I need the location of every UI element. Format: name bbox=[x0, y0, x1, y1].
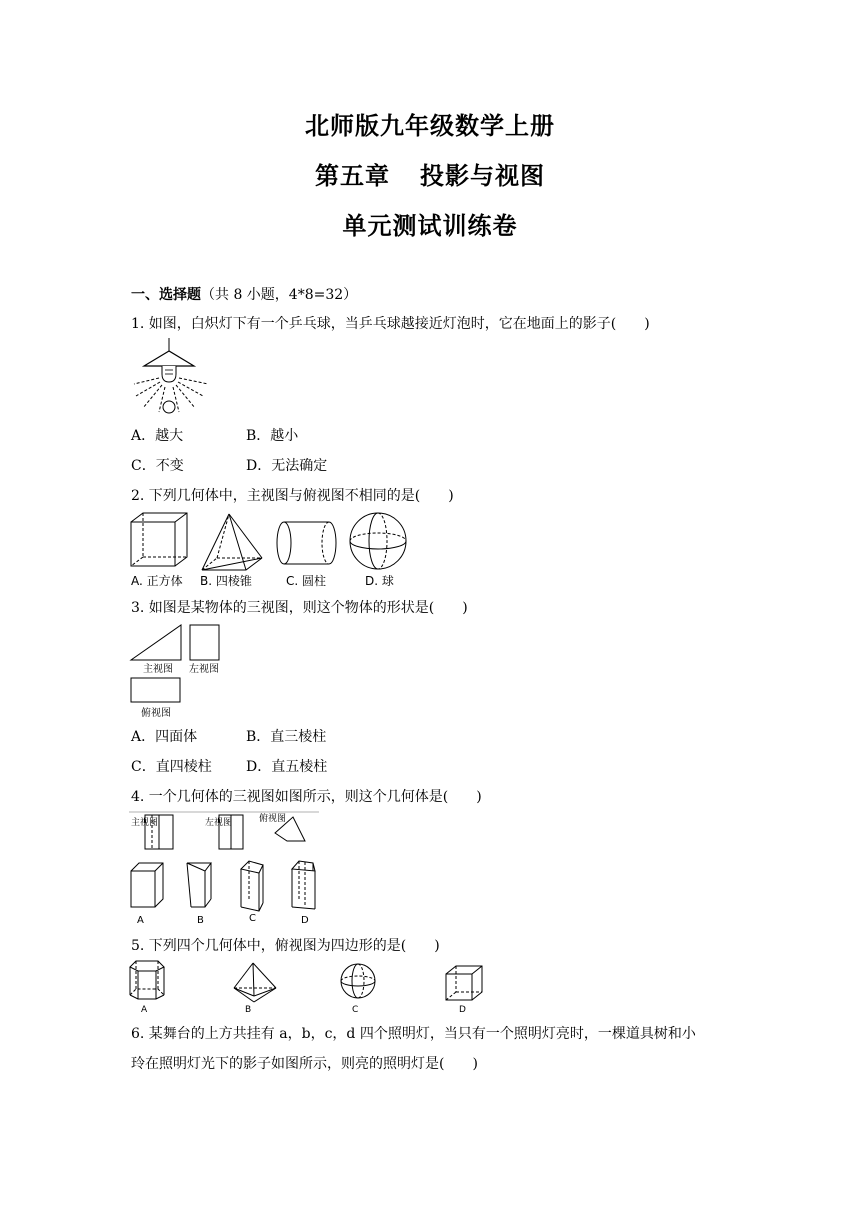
q1-option-b: B．越小 bbox=[246, 428, 299, 444]
sphere-shape bbox=[350, 513, 406, 569]
top-view-rect bbox=[131, 678, 180, 702]
q5-option-a-shape bbox=[130, 961, 164, 999]
side-view-rect bbox=[190, 625, 219, 660]
doc-title: 北师版九年级数学上册 bbox=[305, 112, 555, 140]
label-front-view: 主视图 bbox=[143, 664, 173, 675]
section-label: 一、选择题 bbox=[131, 287, 201, 303]
chapter-title bbox=[0, 156, 860, 191]
q3-option-b: B．直三棱柱 bbox=[246, 729, 327, 745]
q5-letter-c: C bbox=[352, 1005, 359, 1015]
question-2: 2. 下列几何体中，主视图与俯视图不相同的是( ) bbox=[131, 488, 454, 504]
label-sphere: D. 球 bbox=[365, 574, 394, 588]
q4-option-a-shape bbox=[131, 863, 163, 907]
q4-letter-b: B bbox=[197, 915, 204, 926]
side-view-label: 左视图 bbox=[205, 818, 233, 828]
label-top-view: 俯视图 bbox=[141, 708, 171, 719]
question-6-line-2: 玲在照明灯光下的影子如图所示，则亮的照明灯是( ) bbox=[131, 1056, 478, 1072]
q3-three-views-figure bbox=[130, 622, 226, 722]
q5-solids-figure bbox=[128, 958, 488, 1016]
label-cylinder: C. 圆柱 bbox=[286, 574, 327, 588]
top-view-label: 俯视图 bbox=[259, 814, 287, 824]
cylinder-shape bbox=[277, 522, 336, 564]
q1-option-d: D．无法确定 bbox=[246, 458, 328, 474]
label-pyramid: B. 四棱锥 bbox=[200, 574, 252, 588]
q5-letter-b: B bbox=[245, 1005, 252, 1015]
q5-letter-d: D bbox=[459, 1005, 466, 1015]
q5-letter-a: A bbox=[141, 1005, 148, 1015]
q4-letter-a: A bbox=[137, 915, 144, 926]
chapter-topic: 投影与视图 bbox=[420, 162, 545, 190]
question-1: 1. 如图，白炽灯下有一个乒乓球，当乒乓球越接近灯泡时，它在地面上的影子( ) bbox=[131, 316, 650, 332]
front-view-triangle bbox=[131, 625, 181, 660]
question-3: 3. 如图是某物体的三视图，则这个物体的形状是( ) bbox=[131, 600, 468, 616]
q5-option-b-shape bbox=[234, 963, 276, 1002]
q2-solids-figure bbox=[129, 510, 411, 590]
test-title: 单元测试训练卷 bbox=[342, 212, 518, 240]
section-heading bbox=[131, 284, 357, 304]
q1-option-c: C．不变 bbox=[131, 458, 184, 474]
ping-pong-ball bbox=[163, 401, 175, 413]
q3-option-d: D．直五棱柱 bbox=[246, 759, 328, 775]
q4-option-d-shape bbox=[292, 861, 315, 909]
label-cube: A. 正方体 bbox=[131, 574, 183, 588]
q4-three-views-figure bbox=[129, 811, 321, 929]
label-side-view: 左视图 bbox=[189, 664, 219, 675]
q5-option-d-shape bbox=[446, 966, 482, 1000]
svg-text:主视图: 主视图 bbox=[131, 818, 159, 828]
question-5: 5. 下列四个几何体中，俯视图为四边形的是( ) bbox=[131, 938, 440, 954]
question-6-line-1: 6. 某舞台的上方共挂有 a，b，c，d 四个照明灯，当只有一个照明灯亮时，一棵道具树和小 bbox=[131, 1026, 696, 1042]
chapter-number: 第五章 bbox=[315, 162, 390, 190]
section-note: （共 8 小题，4*8=32） bbox=[201, 287, 358, 303]
question-4: 4. 一个几何体的三视图如图所示，则这个几何体是( ) bbox=[131, 789, 482, 805]
q5-option-c-shape bbox=[341, 964, 375, 998]
q3-option-c: C．直四棱柱 bbox=[131, 759, 212, 775]
q4-letter-d: D bbox=[301, 915, 309, 926]
q4-option-b-shape bbox=[187, 863, 211, 907]
q3-option-a: A．四面体 bbox=[131, 729, 198, 745]
q4-letter-c: C bbox=[249, 913, 256, 924]
lamp-figure bbox=[131, 338, 213, 414]
q1-option-a: A．越大 bbox=[131, 428, 184, 444]
cube-shape bbox=[131, 513, 187, 566]
q4-option-c-shape bbox=[241, 861, 263, 911]
pyramid-shape bbox=[202, 514, 262, 570]
